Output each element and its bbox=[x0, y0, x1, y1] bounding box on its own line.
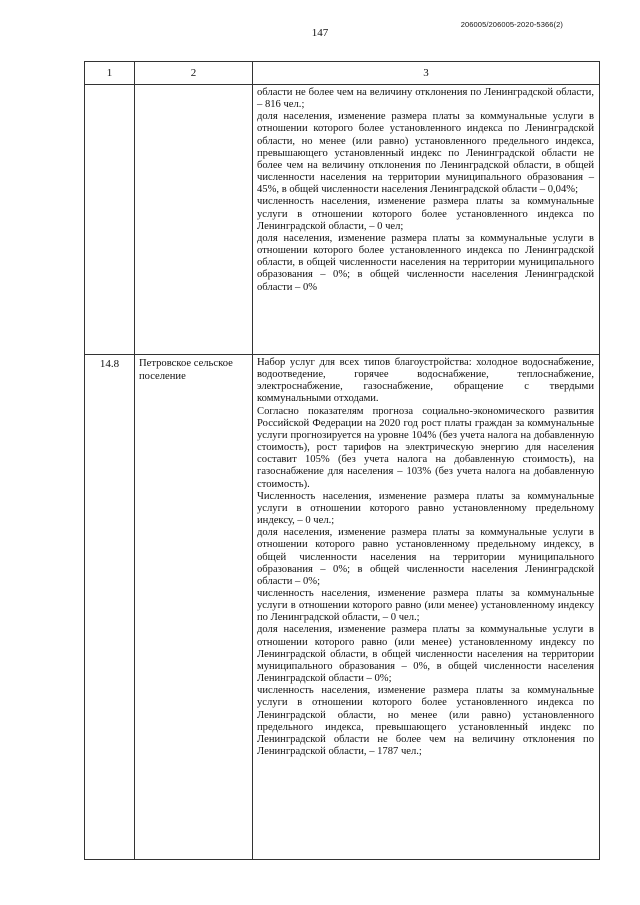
page-number: 147 bbox=[311, 27, 329, 39]
row-number-cell bbox=[85, 85, 135, 355]
row-description-cell bbox=[253, 355, 600, 860]
column-header-3: 3 bbox=[253, 62, 600, 85]
paragraph: Численность населения, изменение размера платы за коммунальные услуги в отношении которого равно установленному предельному индексу, – 0 чел.; bbox=[257, 490, 594, 527]
row-description-cell bbox=[253, 85, 600, 355]
column-header-1: 1 bbox=[85, 62, 135, 85]
paragraph: области не более чем на величину отклонения по Ленинградской области, – 816 чел.; bbox=[257, 87, 594, 111]
paragraph: доля населения, изменение размера платы за коммунальные услуги в отношении которого равно установленному предельному индексу, в общей численности населения на территории муниципального образования – 0%; в общей численности населения Ленинградской области – 0%; bbox=[257, 527, 594, 587]
row-number-cell: 14.8 bbox=[85, 355, 135, 860]
paragraph: доля населения, изменение размера платы за коммунальные услуги в отношении которого более установленного индекса по Ленинградской области, но менее (или равно) установленного предельного индекса, превышающего установленный индекс по Ленинградской области не более чем на величину отклонения по Ленинградской области, в общей численности населения на территории муниципального образования – 45%, в общей численности населения Ленинградской области – 0,04%; bbox=[257, 111, 594, 196]
paragraph: численность населения, изменение размера платы за коммунальные услуги в отношении которого равно (или менее) установленному индексу по Ленинградской области, – 0 чел.; bbox=[257, 587, 594, 624]
paragraph: Набор услуг для всех типов благоустройства: холодное водоснабжение, водоотведение, горячее водоснабжение, теплоснабжение, электроснабжение, газоснабжение, обращение с твердыми коммунальными отходами. bbox=[257, 357, 594, 405]
regulation-table bbox=[84, 61, 600, 860]
row-name-cell: Петровское сельское поселение bbox=[135, 355, 253, 860]
paragraph: доля населения, изменение размера платы за коммунальные услуги в отношении которого более установленного индекса по Ленинградской области, в общей численности населения на территории муниципального образования – 0%; в общей численности населения Ленинградской области – 0% bbox=[257, 232, 594, 293]
row-name-cell bbox=[135, 85, 253, 355]
table-row-14-8 bbox=[85, 355, 600, 860]
paragraph: численность населения, изменение размера платы за коммунальные услуги в отношении которого более установленного индекса по Ленинградской области, – 0 чел; bbox=[257, 196, 594, 232]
paragraph: доля населения, изменение размера платы за коммунальные услуги в отношении которого равно (или менее) установленному индексу по Ленинградской области, в общей численности населения на территории муниципального образования – 0%, в общей численности населения Ленинградской области – 0%; bbox=[257, 624, 594, 685]
document-id: 206005/206005-2020-5366(2) bbox=[460, 20, 563, 29]
paragraph: Согласно показателям прогноза социально-экономического развития Российской Федерации на 2020 год рост платы граждан за коммунальные услуги прогнозируется на уровне 104% (без учета налога на добавленную стоимость), рост тарифов на электрическую энергию для населения составит 105% (без учета налога на добавленную стоимость), на газоснабжение для населения – 103% (без учета налога на добавленную стоимость). bbox=[257, 405, 594, 490]
table-header-row bbox=[85, 62, 600, 85]
paragraph: численность населения, изменение размера платы за коммунальные услуги в отношении которого более установленного индекса по Ленинградской области, но менее (или равно) установленного предельного индекса, превышающего установленный индекс по Ленинградской области не более чем на величину отклонения по Ленинградской области, – 1787 чел.; bbox=[257, 685, 594, 757]
column-header-2: 2 bbox=[135, 62, 253, 85]
table-row-continued bbox=[85, 85, 600, 355]
